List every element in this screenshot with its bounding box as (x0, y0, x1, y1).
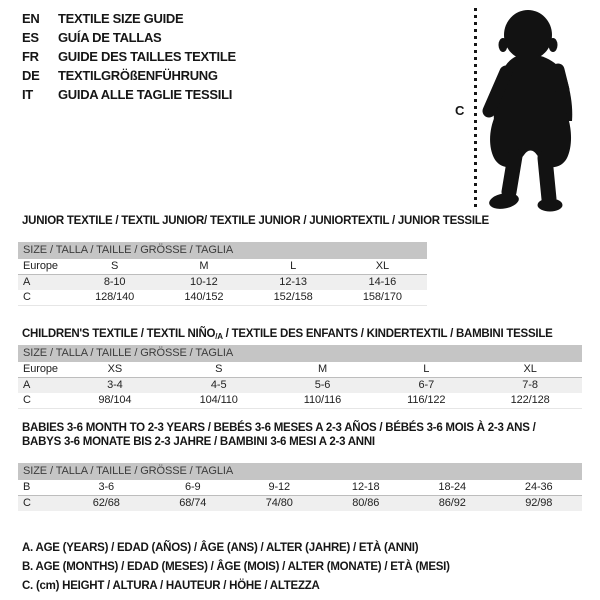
height-measure-label: C (455, 103, 465, 118)
size-header-cell: XS (107, 363, 123, 375)
value-cell: 12-13 (279, 276, 307, 288)
row-label: C (23, 394, 31, 406)
footnote-height: C. (cm) HEIGHT / ALTURA / HAUTEUR / HÖHE / ALTEZZA (22, 580, 320, 592)
value-cell: 8-10 (103, 276, 126, 288)
region-header-cell: Europe (23, 363, 58, 375)
value-cell: 24-36 (524, 481, 553, 493)
table-row-age (18, 274, 427, 290)
row-label: A (23, 379, 31, 391)
value-cell: 86/92 (438, 497, 466, 509)
babies-title-line2: BABYS 3-6 MONATE BIS 2-3 JAHRE / BAMBINI 3-6 MESI A 2-3 ANNI (22, 435, 375, 448)
guide-title: GUÍA DE TALLAS (58, 30, 162, 45)
children-title-part1: CHILDREN'S TEXTILE / TEXTIL NIÑO (22, 328, 216, 340)
value-cell: 6-9 (184, 481, 201, 493)
value-cell: 68/74 (179, 497, 207, 509)
row-label: C (23, 497, 31, 509)
language-code: DE (22, 68, 40, 83)
guide-title: GUIDE DES TAILLES TEXTILE (58, 49, 236, 64)
size-header-cell: XL (523, 363, 537, 375)
value-cell: 122/128 (510, 394, 550, 406)
language-title-list (22, 9, 236, 104)
value-cell: 158/170 (362, 291, 402, 303)
value-cell: 74/80 (265, 497, 293, 509)
value-cell: 5-6 (314, 379, 331, 391)
value-cell: 14-16 (368, 276, 397, 288)
row-label: C (23, 291, 31, 303)
size-header-cell: XL (375, 260, 389, 272)
babies-section-title (22, 422, 536, 449)
value-cell: 4-5 (210, 379, 227, 391)
toddler-silhouette (478, 8, 598, 213)
language-row (22, 85, 236, 104)
value-cell: 62/68 (92, 497, 120, 509)
size-header-cell: M (199, 260, 209, 272)
table-row-height (18, 290, 427, 305)
language-code: EN (22, 11, 40, 26)
table-row-height (18, 393, 582, 408)
value-cell: 140/152 (184, 291, 224, 303)
row-label: A (23, 276, 31, 288)
table-row-months (18, 480, 582, 495)
guide-title: TEXTILE SIZE GUIDE (58, 11, 184, 26)
language-code: FR (22, 49, 39, 64)
size-bar-header: SIZE / TALLA / TAILLE / GRÖSSE / TAGLIA (18, 463, 582, 480)
value-cell: 98/104 (98, 394, 132, 406)
junior-section-title: JUNIOR TEXTILE / TEXTIL JUNIOR/ TEXTILE JUNIOR / JUNIORTEXTIL / JUNIOR TESSILE (22, 215, 489, 227)
value-cell: 3-6 (98, 481, 115, 493)
size-header-cell: S (215, 363, 223, 375)
row-label: B (23, 481, 31, 493)
size-header-cell: L (423, 363, 430, 375)
babies-size-table (18, 463, 582, 511)
table-row-height (18, 495, 582, 511)
language-row (22, 66, 236, 85)
value-cell: 110/116 (303, 394, 342, 406)
value-cell: 128/140 (95, 291, 135, 303)
height-dashed-line (474, 8, 477, 209)
table-row-age (18, 377, 582, 393)
value-cell: 6-7 (418, 379, 435, 391)
babies-title-line1: BABIES 3-6 MONTH TO 2-3 YEARS / BEBÉS 3-6 MESES A 2-3 AÑOS / BÉBÉS 3-6 MOIS À 2-3 ANS / (22, 422, 536, 434)
region-header-cell: Europe (23, 260, 58, 272)
value-cell: 116/122 (407, 394, 446, 406)
guide-title: GUIDA ALLE TAGLIE TESSILI (58, 87, 233, 102)
footnote-age-years: A. AGE (YEARS) / EDAD (AÑOS) / ÂGE (ANS) / ALTER (JAHRE) / ETÀ (ANNI) (22, 542, 419, 554)
value-cell: 18-24 (438, 481, 467, 493)
value-cell: 80/86 (352, 497, 380, 509)
footnote-age-months: B. AGE (MONTHS) / EDAD (MESES) / ÂGE (MOIS) / ALTER (MONATE) / ETÀ (MESI) (22, 561, 450, 573)
children-title-subscript: /A (215, 332, 223, 341)
value-cell: 10-12 (190, 276, 218, 288)
size-bar-header: SIZE / TALLA / TAILLE / GRÖSSE / TAGLIA (18, 242, 427, 259)
children-section-title (22, 328, 553, 341)
size-bar-header: SIZE / TALLA / TAILLE / GRÖSSE / TAGLIA (18, 345, 582, 362)
children-size-table (18, 345, 582, 409)
language-row (22, 28, 236, 47)
children-title-part2: / TEXTILE DES ENFANTS / KINDERTEXTIL / BAMBINI TESSILE (222, 328, 553, 340)
language-code: IT (22, 87, 33, 102)
language-code: ES (22, 30, 39, 45)
value-cell: 12-18 (351, 481, 380, 493)
table-header-row (18, 259, 427, 274)
value-cell: 92/98 (525, 497, 553, 509)
value-cell: 152/158 (273, 291, 313, 303)
guide-title: TEXTILGRÖßENFÜHRUNG (58, 68, 218, 83)
junior-size-table (18, 242, 427, 306)
language-row (22, 9, 236, 28)
size-header-cell: S (111, 260, 119, 272)
value-cell: 9-12 (268, 481, 291, 493)
language-row (22, 47, 236, 66)
size-header-cell: L (290, 260, 297, 272)
size-header-cell: M (317, 363, 328, 375)
legend-footnotes (22, 539, 450, 596)
table-header-row (18, 362, 582, 377)
value-cell: 3-4 (107, 379, 123, 391)
value-cell: 7-8 (522, 379, 538, 391)
value-cell: 104/110 (199, 394, 238, 406)
